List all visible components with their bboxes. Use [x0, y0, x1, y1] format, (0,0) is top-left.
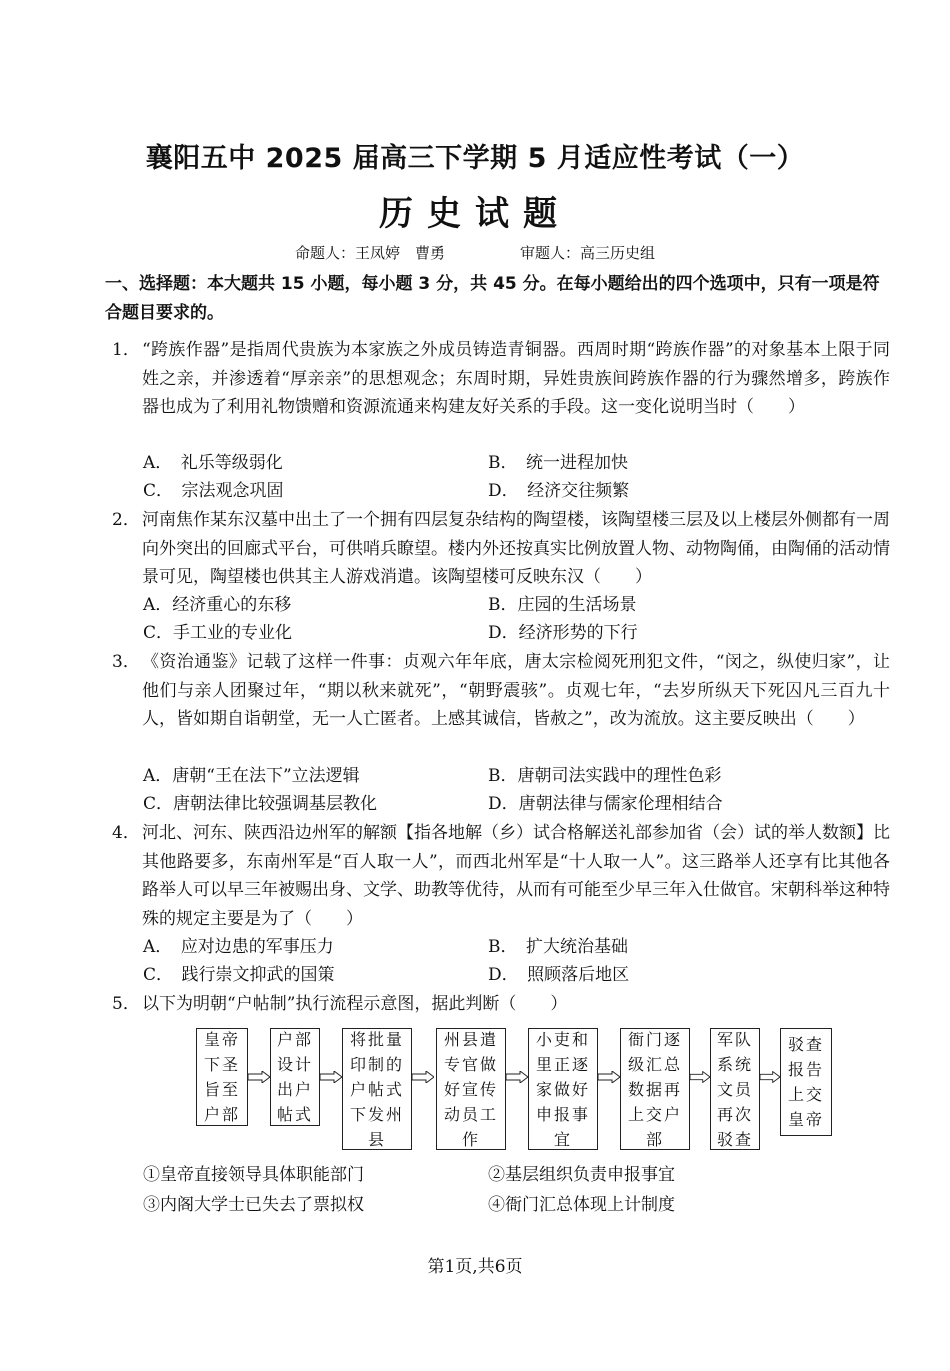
option-b[interactable]: B． 扩大统治基础 — [488, 937, 628, 957]
flow-step-1: 皇帝下圣旨至户部 — [196, 1028, 248, 1126]
option-d[interactable]: D．唐朝法律与儒家伦理相结合 — [488, 794, 723, 814]
question-3 — [112, 648, 890, 734]
flow-arrow-icon — [760, 1071, 780, 1083]
question-1-options — [143, 449, 843, 505]
option-b[interactable]: B． 统一进程加快 — [488, 453, 628, 473]
option-d[interactable]: D． 照顾落后地区 — [488, 965, 630, 985]
section-heading: 一、选择题：本大题共 15 小题，每小题 3 分，共 45 分。在每小题给出的四个选项中，只有一项是符合题目要求的。 — [105, 274, 880, 323]
question-3-options — [143, 762, 843, 818]
option-a[interactable]: A． 应对边患的军事压力 — [143, 937, 334, 957]
option-a[interactable]: A． 礼乐等级弱化 — [143, 453, 283, 473]
question-stem: “跨族作器”是指周代贵族为本家族之外成员铸造青铜器。西周时期“跨族作器”的对象基本上限于同姓之亲，并渗透着“厚亲亲”的思想观念；东周时期，异姓贵族间跨族作器的行为骤然增多，跨族作器也成为了利用礼物馈赠和资源流通来构建友好关系的手段。这一变化说明当时（ ） — [142, 340, 890, 417]
flow-step-7: 军队系统文员再次驳查 — [710, 1028, 760, 1150]
option-d[interactable]: D． 经济交往频繁 — [488, 481, 630, 501]
question-number: 4． — [112, 823, 140, 843]
flow-step-5: 小吏和里正逐家做好申报事宜 — [528, 1028, 598, 1150]
question-stem: 河南焦作某东汉墓中出土了一个拥有四层复杂结构的陶望楼，该陶望楼三层及以上楼层外侧都有一周向外突出的回廊式平台，可供哨兵瞭望。楼内外还按真实比例放置人物、动物陶俑，由陶俑的活动情景可见，陶望楼也供其主人游戏消遣。该陶望楼可反映东汉（ ） — [142, 510, 890, 587]
statement-1: ①皇帝直接领导具体职能部门 — [143, 1165, 364, 1185]
subject-title: 历史试题 — [379, 194, 571, 234]
option-c[interactable]: C．手工业的专业化 — [143, 623, 293, 643]
option-a[interactable]: A．唐朝“王在法下”立法逻辑 — [143, 766, 360, 786]
authors-line: 命题人：王凤婷 曹勇 审题人：高三历史组 — [294, 244, 655, 262]
option-a[interactable]: A．经济重心的东移 — [143, 595, 292, 615]
flow-arrow-icon — [412, 1071, 434, 1083]
statement-4: ④衙门汇总体现上计制度 — [488, 1195, 675, 1215]
question-stem: 以下为明朝“户帖制”执行流程示意图，据此判断（ ） — [142, 994, 568, 1014]
statement-2: ②基层组织负责申报事宜 — [488, 1165, 675, 1185]
question-number: 2． — [112, 510, 140, 530]
hutie-flowchart — [196, 1025, 836, 1153]
question-5-statements — [143, 1160, 843, 1220]
question-1 — [112, 336, 890, 422]
option-c[interactable]: C． 践行崇文抑武的国策 — [143, 965, 335, 985]
option-d[interactable]: D．经济形势的下行 — [488, 623, 638, 643]
flow-step-4: 州县遣专官做好宣传动员工作 — [436, 1028, 506, 1150]
option-b[interactable]: B．庄园的生活场景 — [488, 595, 637, 615]
question-2-options — [143, 591, 843, 647]
page-number: 第1页,共6页 — [427, 1257, 523, 1277]
question-2 — [112, 506, 890, 592]
question-number: 5． — [112, 994, 140, 1014]
flow-arrow-icon — [598, 1071, 620, 1083]
option-c[interactable]: C．唐朝法律比较强调基层教化 — [143, 794, 378, 814]
option-c[interactable]: C． 宗法观念巩固 — [143, 481, 284, 501]
flow-arrow-icon — [690, 1071, 710, 1083]
flow-step-8: 驳查报告上交皇帝 — [780, 1028, 832, 1136]
flow-step-2: 户部设计出户帖式 — [270, 1028, 320, 1126]
statement-3: ③内阁大学士已失去了票拟权 — [143, 1195, 364, 1215]
option-b[interactable]: B．唐朝司法实践中的理性色彩 — [488, 766, 722, 786]
flow-arrow-icon — [506, 1071, 528, 1083]
flow-step-3: 将批量印制的户帖式下发州县 — [342, 1028, 412, 1150]
flow-arrow-icon — [248, 1071, 270, 1083]
exam-title: 襄阳五中 2025 届高三下学期 5 月适应性考试（一） — [145, 143, 805, 174]
question-number: 1． — [112, 340, 140, 360]
flow-arrow-icon — [320, 1071, 342, 1083]
question-5 — [112, 990, 890, 1019]
flow-step-6: 衙门逐级汇总数据再上交户部 — [620, 1028, 690, 1150]
question-4 — [112, 819, 890, 933]
question-stem: 《资治通鉴》记载了这样一件事：贞观六年年底，唐太宗检阅死刑犯文件，“闵之，纵使归家”，让他们与亲人团聚过年，“期以秋来就死”，“朝野震骇”。贞观七年，“去岁所纵天下死囚凡三百九十人，皆如期自诣朝堂，无一人亡匿者。上感其诚信，皆赦之”，改为流放。这主要反映出（ ） — [142, 652, 890, 729]
question-stem: 河北、河东、陕西沿边州军的解额【指各地解（乡）试合格解送礼部参加省（会）试的举人数额】比其他路要多，东南州军是“百人取一人”，而西北州军是“十人取一人”。这三路举人还享有比其他各路举人可以早三年被赐出身、文学、助教等优待，从而有可能至少早三年入仕做官。宋朝科举这种特殊的规定主要是为了（ ） — [142, 823, 890, 929]
question-number: 3． — [112, 652, 140, 672]
question-4-options — [143, 933, 843, 989]
